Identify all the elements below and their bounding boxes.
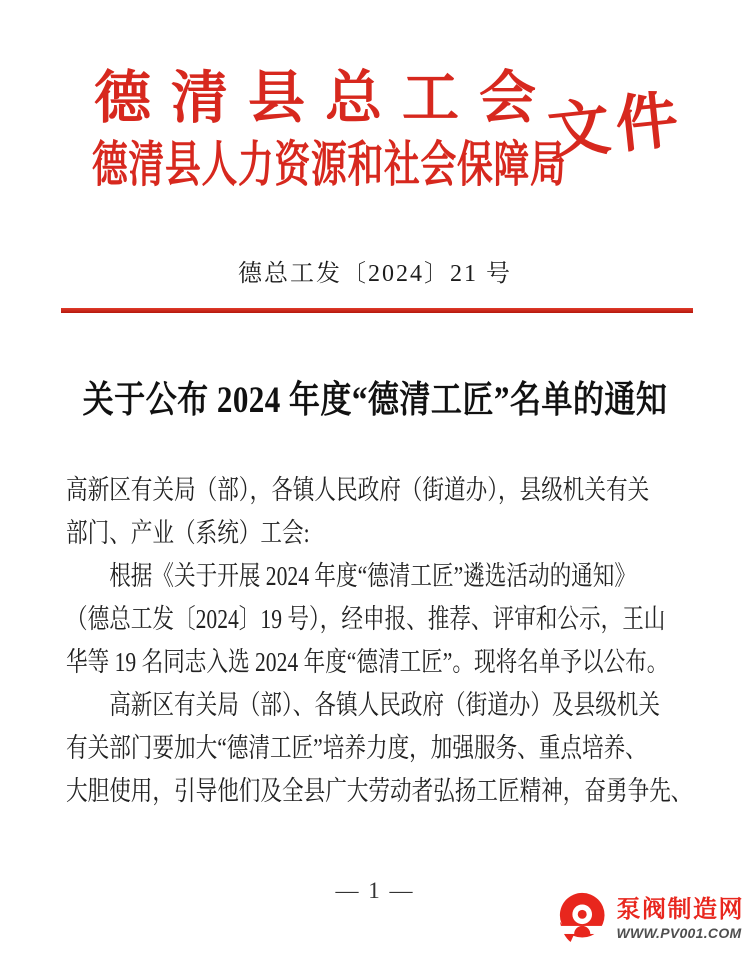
body-line: （德总工发〔2024〕19 号），经申报、推荐、评审和公示，王山 — [66, 604, 666, 634]
site-name: 泵阀制造网 — [616, 895, 744, 923]
document-title: 关于公布 2024 年度“德清工匠”名单的通知 — [82, 380, 668, 421]
pv001-logo-icon — [557, 892, 611, 947]
watermark-logo — [557, 892, 745, 947]
watermark-text — [617, 897, 745, 942]
body-line: 高新区有关局（部），各镇人民政府（街道办），县级机关有关 — [66, 475, 650, 505]
document-body — [66, 469, 698, 813]
letterhead-document-word: 文件 — [544, 86, 688, 168]
body-line: 部门、产业（系统）工会: — [66, 518, 310, 548]
red-separator-line — [61, 308, 693, 313]
body-line: 高新区有关局（部）、各镇人民政府（街道办）及县级机关 — [109, 690, 660, 720]
letterhead-org-line-1: 德清县总工会 — [94, 67, 556, 130]
letterhead-org-line-2: 德清县人力资源和社会保障局 — [92, 137, 567, 192]
body-line: 根据《关于开展 2024 年度“德清工匠”遴选活动的通知》 — [109, 561, 636, 591]
body-line: 华等 19 名同志入选 2024 年度“德清工匠”。现将名单予以公布。 — [66, 647, 669, 677]
body-line: 有关部门要加大“德清工匠”培养力度，加强服务、重点培养、 — [66, 733, 647, 763]
site-url: WWW.PV001.COM — [616, 925, 742, 942]
body-line: 大胆使用，引导他们及全县广大劳动者弘扬工匠精神，奋勇争先、 — [66, 776, 693, 806]
page-number: — 1 — — [335, 878, 415, 903]
document-number: 德总工发〔2024〕21 号 — [238, 261, 512, 287]
